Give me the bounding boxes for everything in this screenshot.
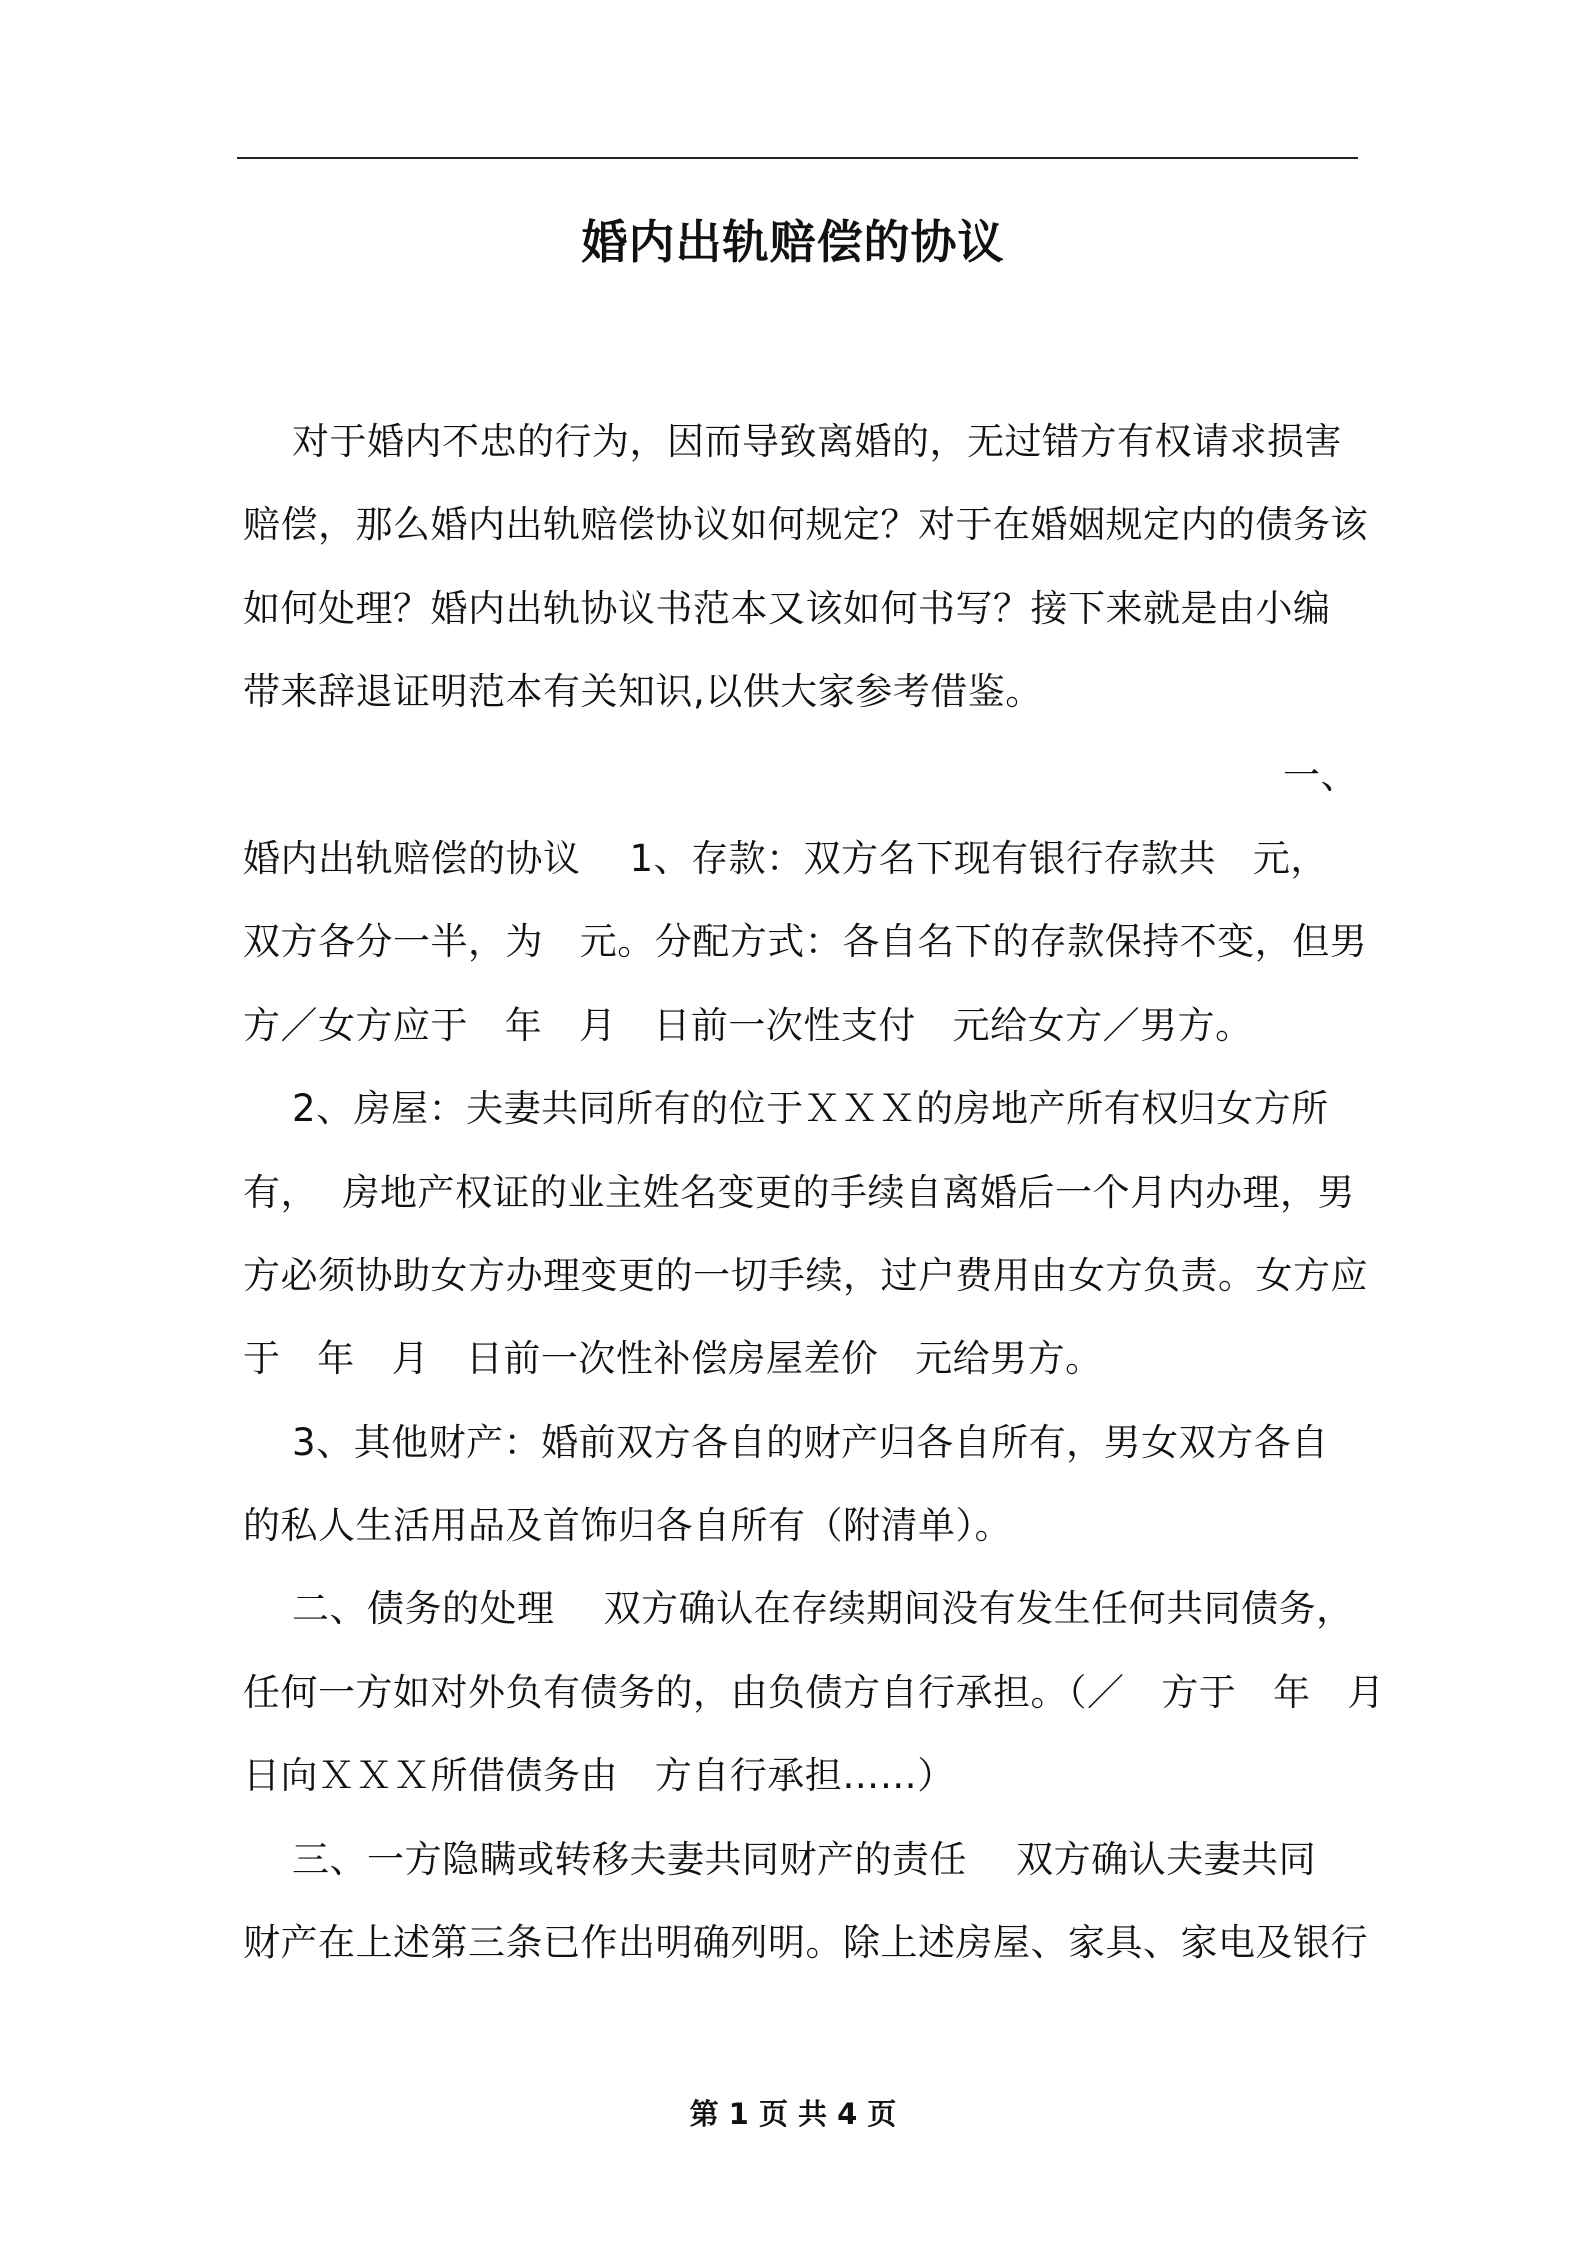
document-title: 婚内出轨赔偿的协议 — [581, 215, 1005, 269]
body-line: 于 年 月 日前一次性补偿房屋差价 元给男方。 — [243, 1337, 1103, 1381]
body-line: 财产在上述第三条已作出明确列明。除上述房屋、家具、家电及银行 — [243, 1921, 1368, 1965]
body-line: 赔偿，那么婚内出轨赔偿协议如何规定？对于在婚姻规定内的债务该 — [243, 503, 1368, 547]
body-line: 方／女方应于 年 月 日前一次性支付 元给女方／男方。 — [243, 1003, 1253, 1047]
body-line: 婚内出轨赔偿的协议 1、存款：双方名下现有银行存款共 元， — [243, 836, 1328, 880]
body-line: 二、债务的处理 双方确认在存续期间没有发生任何共同债务， — [243, 1587, 1354, 1631]
body-line: 如何处理？婚内出轨协议书范本又该如何书写？接下来就是由小编 — [243, 586, 1331, 630]
body-line: 带来辞退证明范本有关知识,以供大家参考借鉴。 — [243, 670, 1043, 714]
header-rule — [237, 157, 1358, 159]
body-line: 方必须协助女方办理变更的一切手续，过户费用由女方负责。女方应 — [243, 1253, 1368, 1297]
body-line: 2、房屋：夫妻共同所有的位于ＸＸＸ的房地产所有权归女方所 — [243, 1087, 1329, 1131]
page-footer: 第 1 页 共 4 页 — [689, 2097, 897, 2131]
body-line: 任何一方如对外负有债务的，由负债方自行承担。（／ 方于 年 月 — [243, 1670, 1385, 1714]
body-line: 三、一方隐瞒或转移夫妻共同财产的责任 双方确认夫妻共同 — [243, 1837, 1317, 1881]
document-body — [243, 400, 1385, 1984]
body-line: 双方各分一半，为 元。分配方式：各自名下的存款保持不变，但男 — [243, 920, 1368, 964]
body-line: 的私人生活用品及首饰归各自所有（附清单）。 — [243, 1504, 1012, 1548]
body-line: 有， 房地产权证的业主姓名变更的手续自离婚后一个月内办理，男 — [243, 1170, 1356, 1214]
body-line: 日向ＸＸＸ所借债务由 方自行承担……） — [243, 1754, 955, 1798]
section-number: 一、 — [1283, 753, 1358, 797]
body-line: 对于婚内不忠的行为，因而导致离婚的，无过错方有权请求损害 — [243, 420, 1343, 463]
body-line: 3、其他财产：婚前双方各自的财产归各自所有，男女双方各自 — [243, 1420, 1329, 1464]
